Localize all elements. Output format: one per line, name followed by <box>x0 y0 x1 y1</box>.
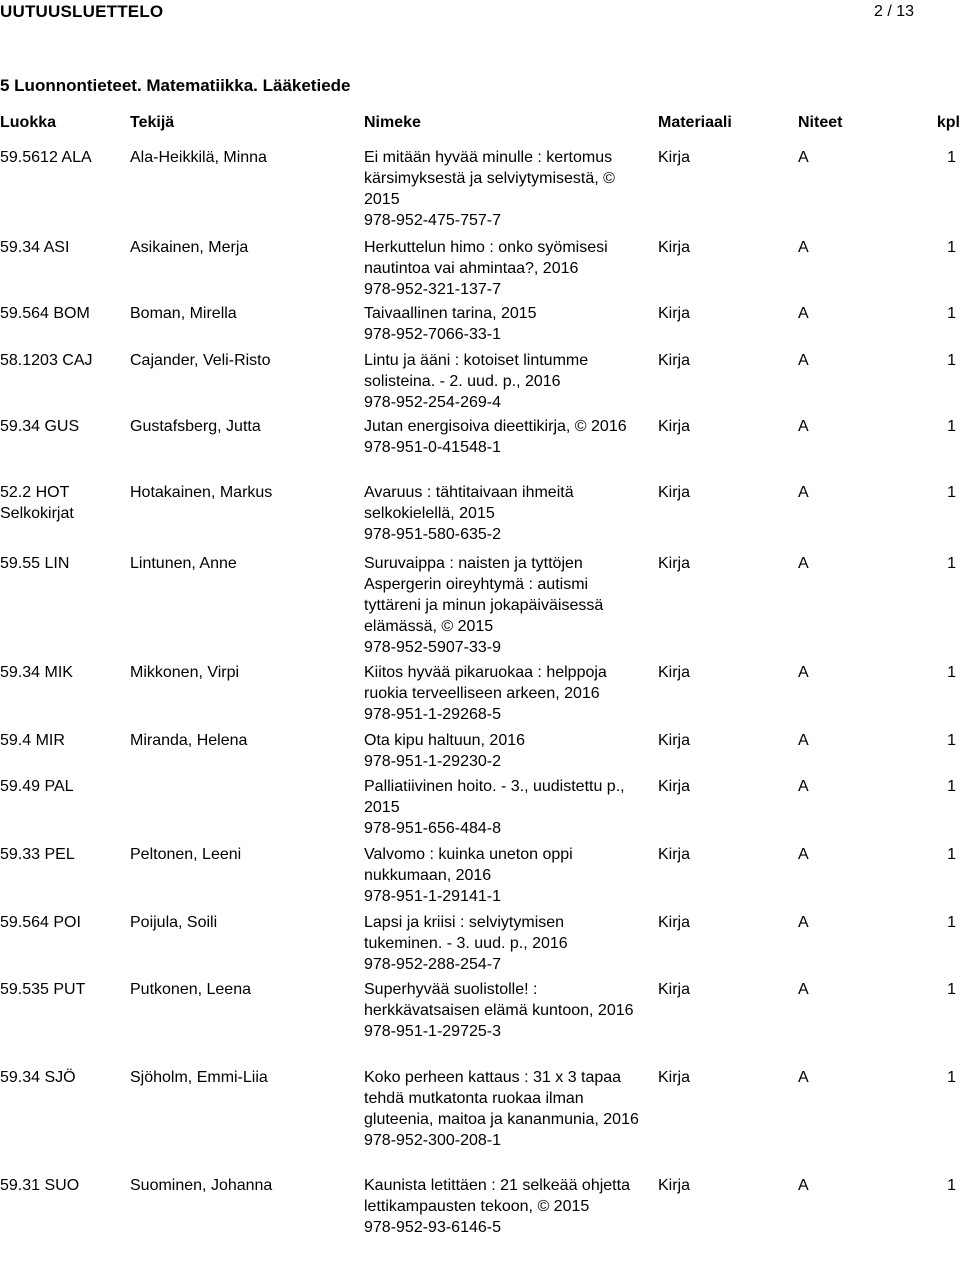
entry-class: 59.4 MIR <box>0 732 65 749</box>
entry-volumes: A <box>798 484 809 501</box>
entry-material: Kirja <box>658 732 691 749</box>
document-title: UUTUUSLUETTELO <box>0 2 164 21</box>
list-item <box>0 350 960 416</box>
entry-count: 1 <box>947 732 956 749</box>
entry-class: 59.49 PAL <box>0 778 74 795</box>
entry-isbn: 978-952-475-757-7 <box>364 212 501 229</box>
entry-title-block <box>364 147 644 231</box>
entry-author: Asikainen, Merja <box>130 239 249 256</box>
entry-count: 1 <box>947 914 956 931</box>
entry-title: Koko perheen kattaus : 31 x 3 tapaa tehdä mutkatonta ruokaa ilman gluteenia, maitoa ja kananmunia, 2016 <box>364 1069 639 1128</box>
entry-class: 59.34 SJÖ <box>0 1069 76 1086</box>
entry-volumes: A <box>798 418 809 435</box>
list-item <box>0 1067 960 1175</box>
entry-isbn: 978-952-7066-33-1 <box>364 326 501 343</box>
entry-title: Suruvaippa : naisten ja tyttöjen Aspergerin oireyhtymä : autismi tyttäreni ja minun jokapäiväisessä elämässä, © 2015 <box>364 555 604 635</box>
entry-material: Kirja <box>658 778 691 795</box>
entry-isbn: 978-952-321-137-7 <box>364 281 501 298</box>
entry-title: Valvomo : kuinka uneton oppi nukkumaan, 2016 <box>364 846 573 884</box>
entry-title-block <box>364 1067 644 1151</box>
list-item <box>0 844 960 912</box>
entry-author: Suominen, Johanna <box>130 1177 273 1194</box>
column-header-class: Luokka <box>0 114 57 131</box>
entry-title-block <box>364 1175 644 1238</box>
entry-material: Kirja <box>658 149 691 166</box>
entry-count: 1 <box>947 484 956 501</box>
entry-author: Ala-Heikkilä, Minna <box>130 149 267 166</box>
entry-title-block <box>364 303 644 345</box>
section-title: 5 Luonnontieteet. Matematiikka. Lääketiede <box>0 76 351 95</box>
entry-isbn: 978-951-1-29230-2 <box>364 753 501 770</box>
entry-class: 59.33 PEL <box>0 846 75 863</box>
entry-list <box>0 147 960 1263</box>
entry-title-block <box>364 482 644 545</box>
entry-title-block <box>364 730 644 772</box>
page-header <box>0 0 960 24</box>
entry-isbn: 978-951-1-29268-5 <box>364 706 501 723</box>
column-header-volumes: Niteet <box>798 114 843 131</box>
entry-count: 1 <box>947 149 956 166</box>
entry-title: Ota kipu haltuun, 2016 <box>364 732 526 749</box>
entry-author: Putkonen, Leena <box>130 981 251 998</box>
entry-isbn: 978-951-1-29725-3 <box>364 1023 501 1040</box>
entry-author: Miranda, Helena <box>130 732 248 749</box>
entry-isbn: 978-951-656-484-8 <box>364 820 501 837</box>
entry-class: 52.2 HOT Selkokirjat <box>0 484 74 522</box>
entry-count: 1 <box>947 664 956 681</box>
entry-title: Palliatiivinen hoito. - 3., uudistettu p., 2015 <box>364 778 625 816</box>
entry-volumes: A <box>798 1177 809 1194</box>
list-item <box>0 482 960 553</box>
entry-material: Kirja <box>658 484 691 501</box>
entry-material: Kirja <box>658 305 691 322</box>
entry-title-block <box>364 350 644 413</box>
list-item <box>0 912 960 979</box>
entry-count: 1 <box>947 305 956 322</box>
entry-count: 1 <box>947 778 956 795</box>
entry-class: 59.31 SUO <box>0 1177 80 1194</box>
entry-volumes: A <box>798 352 809 369</box>
list-item <box>0 553 960 662</box>
entry-title-block <box>364 662 644 725</box>
entry-isbn: 978-951-0-41548-1 <box>364 439 501 456</box>
entry-class: 59.564 POI <box>0 914 81 931</box>
entry-title: Lintu ja ääni : kotoiset lintumme solisteina. - 2. uud. p., 2016 <box>364 352 589 390</box>
entry-volumes: A <box>798 914 809 931</box>
entry-title: Kaunista letittäen : 21 selkeää ohjetta lettikampausten tekoon, © 2015 <box>364 1177 630 1215</box>
entry-volumes: A <box>798 846 809 863</box>
entry-title-block <box>364 776 644 839</box>
entry-title: Lapsi ja kriisi : selviytymisen tukeminen. - 3. uud. p., 2016 <box>364 914 568 952</box>
entry-author: Peltonen, Leeni <box>130 846 242 863</box>
entry-title-block <box>364 844 644 907</box>
entry-title: Jutan energisoiva dieettikirja, © 2016 <box>364 418 627 435</box>
list-item <box>0 776 960 844</box>
entry-material: Kirja <box>658 418 691 435</box>
entry-volumes: A <box>798 555 809 572</box>
entry-title: Herkuttelun himo : onko syömisesi nautintoa vai ahmintaa?, 2016 <box>364 239 608 277</box>
entry-material: Kirja <box>658 664 691 681</box>
entry-author: Gustafsberg, Jutta <box>130 418 261 435</box>
entry-class: 59.34 GUS <box>0 418 80 435</box>
entry-title-block <box>364 237 644 300</box>
entry-count: 1 <box>947 846 956 863</box>
entry-isbn: 978-952-288-254-7 <box>364 956 501 973</box>
entry-title: Kiitos hyvää pikaruokaa : helppoja ruokia terveelliseen arkeen, 2016 <box>364 664 607 702</box>
entry-count: 1 <box>947 352 956 369</box>
entry-class: 59.564 BOM <box>0 305 90 322</box>
entry-volumes: A <box>798 664 809 681</box>
entry-material: Kirja <box>658 914 691 931</box>
entry-count: 1 <box>947 418 956 435</box>
column-header-material: Materiaali <box>658 114 732 131</box>
entry-title-block <box>364 912 644 975</box>
entry-title: Avaruus : tähtitaivaan ihmeitä selkokielellä, 2015 <box>364 484 574 522</box>
entry-count: 1 <box>947 981 956 998</box>
entry-material: Kirja <box>658 981 691 998</box>
entry-volumes: A <box>798 778 809 795</box>
entry-class: 59.5612 ALA <box>0 149 92 166</box>
entry-author: Boman, Mirella <box>130 305 237 322</box>
entry-volumes: A <box>798 305 809 322</box>
entry-volumes: A <box>798 981 809 998</box>
entry-count: 1 <box>947 1177 956 1194</box>
list-item <box>0 416 960 482</box>
entry-volumes: A <box>798 149 809 166</box>
entry-isbn: 978-952-254-269-4 <box>364 394 501 411</box>
entry-title: Ei mitään hyvää minulle : kertomus kärsimyksestä ja selviytymisestä, © 2015 <box>364 149 615 208</box>
entry-author: Lintunen, Anne <box>130 555 237 572</box>
entry-class: 59.34 ASI <box>0 239 70 256</box>
entry-material: Kirja <box>658 846 691 863</box>
entry-class: 59.55 LIN <box>0 555 70 572</box>
entry-isbn: 978-952-93-6146-5 <box>364 1219 501 1236</box>
page-number: 2 / 13 <box>873 3 914 20</box>
entry-volumes: A <box>798 732 809 749</box>
entry-material: Kirja <box>658 239 691 256</box>
list-item <box>0 730 960 776</box>
column-header-count: kpl <box>936 114 960 131</box>
list-item <box>0 237 960 303</box>
entry-volumes: A <box>798 1069 809 1086</box>
entry-isbn: 978-952-5907-33-9 <box>364 639 501 656</box>
column-header-row <box>0 112 960 134</box>
column-header-author: Tekijä <box>130 114 175 131</box>
entry-title: Taivaallinen tarina, 2015 <box>364 305 537 322</box>
entry-material: Kirja <box>658 555 691 572</box>
entry-title-block <box>364 979 644 1042</box>
entry-count: 1 <box>947 239 956 256</box>
entry-author: Mikkonen, Virpi <box>130 664 240 681</box>
entry-count: 1 <box>947 555 956 572</box>
entry-title-block <box>364 553 644 658</box>
entry-class: 59.34 MIK <box>0 664 73 681</box>
entry-volumes: A <box>798 239 809 256</box>
list-item <box>0 147 960 237</box>
entry-title: Superhyvää suolistolle! : herkkävatsaisen elämä kuntoon, 2016 <box>364 981 634 1019</box>
entry-material: Kirja <box>658 352 691 369</box>
entry-author: Hotakainen, Markus <box>130 484 273 501</box>
list-item <box>0 662 960 730</box>
entry-class: 59.535 PUT <box>0 981 86 998</box>
entry-isbn: 978-951-1-29141-1 <box>364 888 501 905</box>
list-item <box>0 303 960 350</box>
entry-title-block <box>364 416 644 458</box>
entry-author: Sjöholm, Emmi-Liia <box>130 1069 268 1086</box>
entry-author: Cajander, Veli-Risto <box>130 352 271 369</box>
entry-count: 1 <box>947 1069 956 1086</box>
list-item <box>0 979 960 1067</box>
column-header-title: Nimeke <box>364 114 421 131</box>
entry-material: Kirja <box>658 1177 691 1194</box>
entry-isbn: 978-951-580-635-2 <box>364 526 501 543</box>
entry-class: 58.1203 CAJ <box>0 352 93 369</box>
entry-material: Kirja <box>658 1069 691 1086</box>
entry-author: Poijula, Soili <box>130 914 218 931</box>
entry-isbn: 978-952-300-208-1 <box>364 1132 501 1149</box>
